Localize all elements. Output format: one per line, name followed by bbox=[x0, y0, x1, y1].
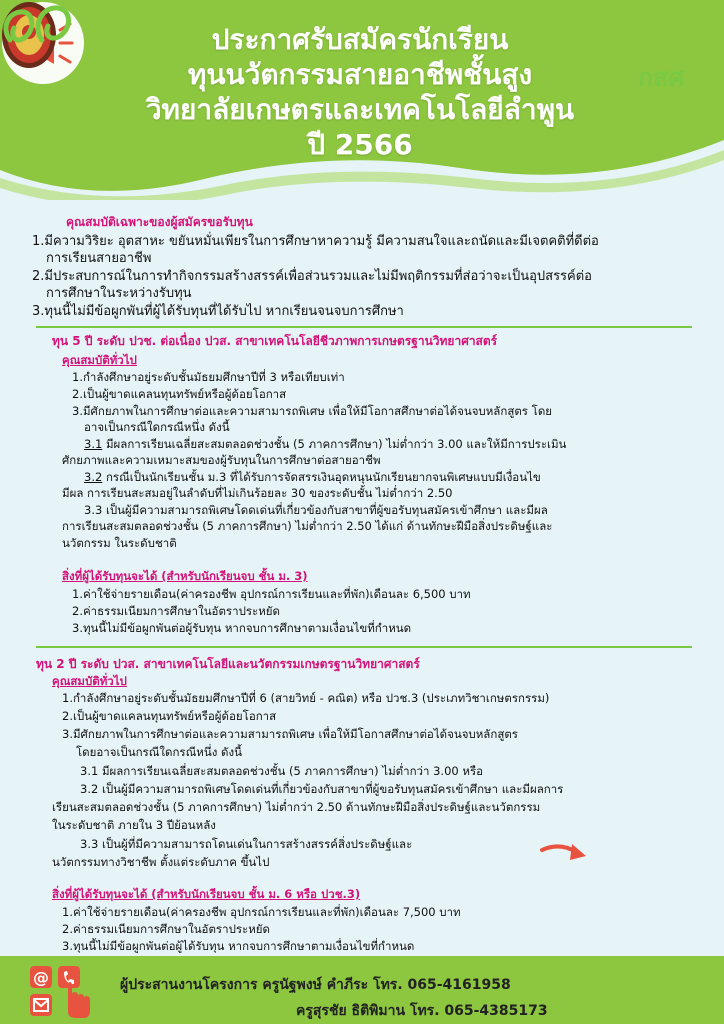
s5-criteria-3-2-num: 3.2 bbox=[84, 470, 103, 484]
s5-general-1: 1.กำลังศึกษาอยู่ระดับชั้นมัธยมศึกษาปีที่ 3 หรือเทียบเท่า bbox=[72, 370, 345, 384]
scholarship5-general-title: คุณสมบัติทั่วไป bbox=[62, 353, 137, 367]
pointing-hand-icon bbox=[68, 982, 90, 1018]
s5-general-3: 3.มีศักยภาพในการศึกษาต่อและความสามารถพิเศษ เพื่อให้มีโอกาสศึกษาต่อได้จนจบหลักสูตร โดย bbox=[72, 404, 553, 418]
divider bbox=[36, 326, 692, 328]
s2-general-3: 3.มีศักยภาพในการศึกษาต่อและความสามารถพิเศษ เพื่อให้มีโอกาสศึกษาต่อได้จนจบหลักสูตร bbox=[62, 727, 518, 741]
scholarship2-benefits-title: สิ่งที่ผู้ได้รับทุนจะได้ (สำหรับนักเรียนจบ ชั้น ม. 6 หรือ ปวช.3) bbox=[52, 887, 361, 901]
s5-criteria-3-3-cont2: นวัตกรรม ในระดับชาติ bbox=[62, 536, 177, 550]
s2-general-3-cont: โดยอาจเป็นกรณีใดกรณีหนึ่ง ดังนี้ bbox=[76, 745, 242, 759]
s2-criteria-3-2-cont: เรียนสะสมตลอดช่วงชั้น (5 ภาคการศึกษา) ไม่ต่ำกว่า 2.50 ด้านทักษะฝีมือสิ่งประดิษฐ์และนวัตกรรม bbox=[52, 800, 541, 814]
s2-criteria-3-2-cont2: ในระดับชาติ ภายใน 3 ปีย้อนหลัง bbox=[52, 818, 216, 832]
scholarship2-general-title: คุณสมบัติทั่วไป bbox=[52, 674, 127, 688]
s2-criteria-3-3-cont: นวัตกรรมทางวิชาชีพ ตั้งแต่ระดับภาค ขึ้นไป bbox=[52, 855, 270, 869]
s2-general-2: 2.เป็นผู้ขาดแคลนทุนทรัพย์หรือผู้ด้อยโอกาส bbox=[62, 709, 277, 723]
scholarship2-title: ทุน 2 ปี ระดับ ปวส. สาขาเทคโนโลยีและนวัตกรรมเกษตรฐานวิทยาศาสตร์ bbox=[36, 657, 420, 671]
title-line-1: ประกาศรับสมัครนักเรียน bbox=[211, 23, 509, 56]
s2-benefit-3: 3.ทุนนี้ไม่มีข้อผูกพันต่อผู้ได้รับทุน หากจบการศึกษาตามเงื่อนไขที่กำหนด bbox=[62, 939, 415, 953]
s2-criteria-3-1: 3.1 มีผลการเรียนเฉลี่ยสะสมตลอดช่วงชั้น (5 ภาคการศึกษา) ไม่ต่ำกว่า 3.00 หรือ bbox=[80, 764, 484, 778]
qual-item-1-cont: การเรียนสายอาชีพ bbox=[46, 251, 152, 266]
s2-criteria-3-3: 3.3 เป็นผู้ที่มีความสามารถโดนเด่นในการสร้างสรรค์สิ่งประดิษฐ์และ bbox=[80, 837, 413, 851]
title-line-4: ปี 2566 bbox=[307, 128, 413, 161]
title-line-3: วิทยาลัยเกษตรและเทคโนโลยีลำพูน bbox=[145, 93, 575, 126]
qualifications-title: คุณสมบัติเฉพาะของผู้สมัครขอรับทุน bbox=[66, 215, 253, 229]
s5-benefit-2: 2.ค่าธรรมเนียมการศึกษาในอัตราประหยัด bbox=[72, 604, 281, 618]
s5-criteria-3-1-cont: ศักยภาพและความเหมาะสมของผู้รับทุนในการศึกษาต่อสายอาชีพ bbox=[62, 453, 381, 467]
footer-contact-bar bbox=[0, 956, 724, 1024]
qual-item-2: 2.มีประสบการณ์ในการทำกิจกรรมสร้างสรรค์เพื่อส่วนรวมและไม่มีพฤติกรรมที่ส่อว่าจะเป็นอุปสรรค์ต่อ bbox=[32, 269, 592, 284]
qual-item-3: 3.ทุนนี้ไม่มีข้อผูกพันที่ผู้ได้รับทุนที่ได้รับไป หากเรียนจนจบการศึกษา bbox=[32, 304, 404, 319]
s5-general-3-cont: อาจเป็นกรณีใดกรณีหนึ่ง ดังนี้ bbox=[84, 420, 230, 434]
eef-logo-text: กสศ bbox=[638, 63, 685, 92]
qual-item-2-cont: การศึกษาในระหว่างรับทุน bbox=[46, 286, 192, 301]
eef-logo-icon bbox=[0, 0, 80, 50]
s5-benefit-3: 3.ทุนนี้ไม่มีข้อผูกพันต่อผู้รับทุน หากจบการศึกษาตามเงื่อนไขที่กำหนด bbox=[72, 621, 412, 635]
contact-icons bbox=[28, 964, 94, 1020]
s5-criteria-3-1-text: มีผลการเรียนเฉลี่ยสะสมตลอดช่วงชั้น (5 ภาคการศึกษา) ไม่ต่ำกว่า 3.00 และให้มีการประเมิน bbox=[105, 437, 567, 451]
svg-text:@: @ bbox=[33, 968, 49, 987]
scholarship5-benefits-title: สิ่งที่ผู้ได้รับทุนจะได้ (สำหรับนักเรียนจบ ชั้น ม. 3) bbox=[62, 569, 308, 583]
qual-item-1: 1.มีความวิริยะ อุตสาหะ ขยันหมั่นเพียรในการศึกษาหาความรู้ มีความสนใจและถนัดและมีเจตคติที่ดีต่อ bbox=[32, 234, 599, 249]
s5-criteria-3-1-num: 3.1 bbox=[84, 437, 103, 451]
s2-benefit-1: 1.ค่าใช้จ่ายรายเดือน(ค่าครองชีพ อุปกรณ์การเรียนและที่พัก)เดือนละ 7,500 บาท bbox=[62, 905, 461, 919]
contact-1: ผู้ประสานงานโครงการ ครูนัฐพงษ์ คำภีระ โทร. 065-4161958 bbox=[120, 977, 511, 993]
s5-benefit-1: 1.ค่าใช้จ่ายรายเดือน(ค่าครองชีพ อุปกรณ์การเรียนและที่พัก)เดือนละ 6,500 บาท bbox=[72, 587, 471, 601]
s5-general-2: 2.เป็นผู้ขาดแคลนทุนทรัพย์หรือผู้ด้อยโอกาส bbox=[72, 387, 287, 401]
s2-criteria-3-2: 3.2 เป็นผู้มีความสามารถพิเศษโดดเด่นที่เกี่ยวข้องกับสาขาที่ผู้ขอรับทุนสมัครเข้าศึกษา และมีผลการ bbox=[80, 782, 564, 796]
s5-criteria-3-2-text: กรณีเป็นนักเรียนชั้น ม.3 ที่ได้รับการจัดสรรเงินอุดหนุนนักเรียนยากจนพิเศษแบบมีเงื่อนไข bbox=[105, 470, 541, 484]
arrow-icon bbox=[538, 838, 590, 868]
contact-2: ครูสุรชัย ธิติพิมาน โทร. 065-4385173 bbox=[296, 1003, 548, 1019]
scholarship5-title: ทุน 5 ปี ระดับ ปวช. ต่อเนื่อง ปวส. สาขาเทคโนโลยีชีวภาพการเกษตรฐานวิทยาศาสตร์ bbox=[52, 334, 498, 348]
s2-benefit-2: 2.ค่าธรรมเนียมการศึกษาในอัตราประหยัด bbox=[62, 922, 271, 936]
divider bbox=[36, 646, 692, 648]
s5-criteria-3-2-cont: มีผล การเรียนสะสมอยู่ในลำดับที่ไม่เกินร้อยละ 30 ของระดับชั้น ไม่ต่ำกว่า 2.50 bbox=[62, 486, 453, 500]
s5-criteria-3-1 bbox=[84, 436, 566, 452]
s5-criteria-3-3: 3.3 เป็นผู้มีความสามารถพิเศษโดดเด่นที่เกี่ยวข้องกับสาขาที่ผู้ขอรับทุนสมัครเข้าศึกษา และมีผล bbox=[84, 503, 548, 517]
s5-criteria-3-2 bbox=[84, 469, 541, 485]
title-line-2: ทุนนวัตกรรมสายอาชีพชั้นสูง bbox=[187, 58, 533, 91]
header-banner bbox=[0, 0, 724, 200]
s5-criteria-3-3-cont: การเรียนสะสมตลอดช่วงชั้น (5 ภาคการศึกษา) ไม่ต่ำกว่า 2.50 ได้แก่ ด้านทักษะฝีมือสิ่งประดิษฐ์และ bbox=[62, 519, 553, 533]
page-title bbox=[100, 22, 620, 162]
s2-general-1: 1.กำลังศึกษาอยู่ระดับชั้นมัธยมศึกษาปีที่ 6 (สายวิทย์ - คณิต) หรือ ปวช.3 (ประเภทวิชาเกษตรกรรม) bbox=[62, 691, 550, 705]
